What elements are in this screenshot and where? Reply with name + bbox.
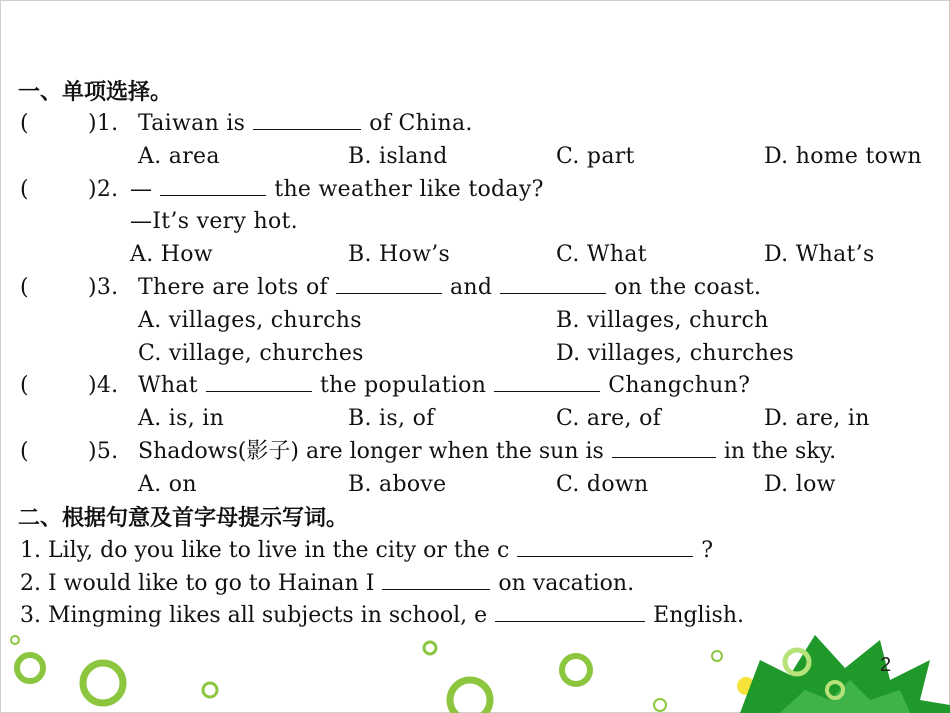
q2-number: )2. xyxy=(88,177,119,202)
section2-heading: 二、根据句意及首字母提示写词。 xyxy=(18,506,349,531)
q5-paren: ( xyxy=(20,439,29,464)
q1-number: )1. xyxy=(88,111,119,136)
q2-stem-b: the weather like today? xyxy=(274,177,544,202)
q1-stem-a: Taiwan is xyxy=(138,111,246,136)
s2-item-2-text: 2. I would like to go to Hainan I xyxy=(20,571,375,596)
q2-paren: ( xyxy=(20,177,29,202)
q5-option-d: D. low xyxy=(764,472,836,497)
q3-option-d: D. villages, churches xyxy=(556,341,795,366)
s2-item-2-end: on vacation. xyxy=(498,571,635,596)
q4-paren: ( xyxy=(20,373,29,398)
q3-number: )3. xyxy=(88,275,119,300)
q2-stem-a: — xyxy=(130,177,153,202)
q3-option-a: A. villages, churchs xyxy=(138,308,362,333)
q4-option-c: C. are, of xyxy=(556,406,662,431)
q4-option-a: A. is, in xyxy=(138,406,225,431)
q5-stem-b: in the sky. xyxy=(723,439,837,464)
page-number: 2 xyxy=(880,654,892,676)
q4-number: )4. xyxy=(88,373,119,398)
ring-decoration-icon xyxy=(11,636,722,713)
s2-item-1-text: 1. Lily, do you like to live in the city or the c xyxy=(20,538,510,563)
leaf-icon xyxy=(740,635,950,713)
q3-stem-b: on the coast. xyxy=(614,275,762,300)
q3-option-c: C. village, churches xyxy=(138,341,364,366)
q1-option-b: B. island xyxy=(348,144,448,169)
s2-item-1-end: ? xyxy=(701,538,714,563)
section1-heading: 一、单项选择。 xyxy=(18,80,173,105)
q5-stem-a: Shadows(影子) are longer when the sun is xyxy=(138,439,604,464)
q4-option-d: D. are, in xyxy=(764,406,870,431)
q4-stem-a: What xyxy=(138,373,198,398)
q2-option-a: A. How xyxy=(130,242,213,267)
q3-option-b: B. villages, church xyxy=(556,308,769,333)
q1-option-a: A. area xyxy=(138,144,220,169)
q1-option-c: C. part xyxy=(556,144,635,169)
q2-option-d: D. What’s xyxy=(764,242,875,267)
q1-stem-b: of China. xyxy=(369,111,473,136)
q2-option-c: C. What xyxy=(556,242,647,267)
q5-option-c: C. down xyxy=(556,472,649,497)
q3-stem-a: There are lots of xyxy=(138,275,328,300)
q4-stem-mid: the population xyxy=(319,373,487,398)
s2-item-3-text: 3. Mingming likes all subjects in school, e xyxy=(20,603,488,628)
q2-option-b: B. How’s xyxy=(348,242,451,267)
q1-paren: ( xyxy=(20,111,29,136)
s2-item-3-end: English. xyxy=(653,603,745,628)
q4-stem-b: Changchun? xyxy=(608,373,751,398)
q1-option-d: D. home town xyxy=(764,144,922,169)
q2-stem-line2: —It’s very hot. xyxy=(130,209,298,234)
q4-option-b: B. is, of xyxy=(348,406,435,431)
q5-number: )5. xyxy=(88,439,119,464)
q3-stem-mid: and xyxy=(449,275,493,300)
q5-option-b: B. above xyxy=(348,472,447,497)
q5-option-a: A. on xyxy=(138,472,197,497)
q3-paren: ( xyxy=(20,275,29,300)
